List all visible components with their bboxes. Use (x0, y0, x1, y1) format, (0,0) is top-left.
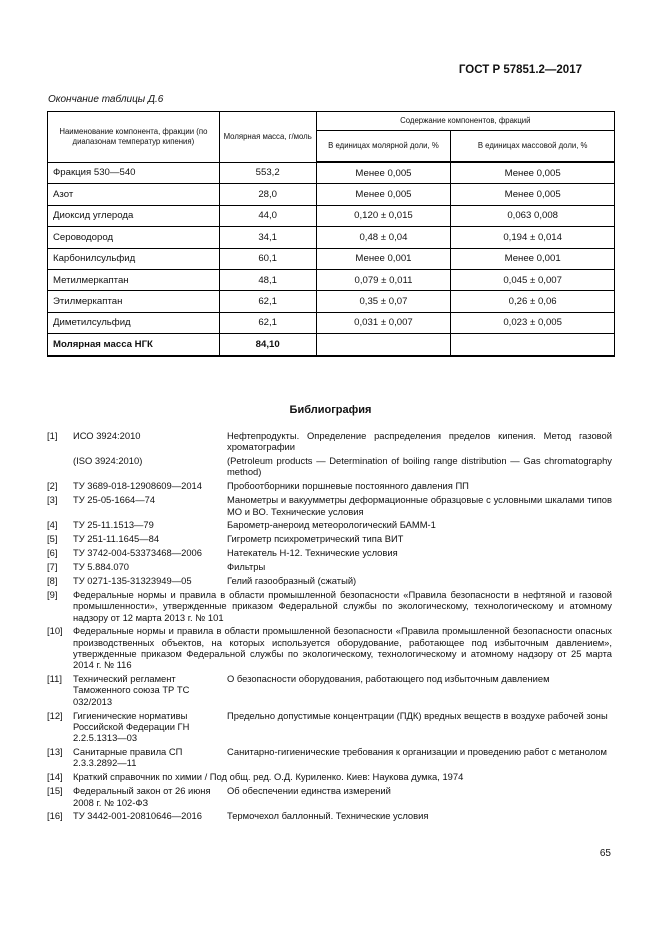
entry-code: Санитарные правила СП 2.3.3.2892—11 (73, 746, 183, 769)
entry-code: ИСО 3924:2010 (73, 430, 141, 441)
entry-description: Предельно допустимые концентрации (ПДК) вредных веществ в воздухе рабочей зоны (227, 709, 608, 721)
cell-massfrac: 0,045 ± 0,007 (451, 269, 615, 290)
entry-description: Гигрометр психрометрический типа ВИТ (227, 533, 404, 545)
entry-description: Термочехол баллонный. Технические условия (227, 810, 429, 822)
cell-mass: 28,0 (219, 184, 316, 205)
entry-number: [15] (47, 785, 63, 797)
bibliography-entry (47, 430, 612, 453)
summary-empty-molar (316, 334, 451, 356)
cell-molar: Менее 0,005 (316, 162, 451, 184)
bibliography-list (47, 430, 612, 824)
entry-number: [10] (47, 625, 63, 637)
cell-mass: 60,1 (219, 248, 316, 269)
components-table (47, 111, 615, 357)
cell-mass: 62,1 (219, 312, 316, 333)
cell-name: Карбонилсульфид (48, 248, 220, 269)
cell-name: Фракция 530—540 (48, 162, 220, 184)
entry-description: Об обеспечении единства измерений (227, 785, 391, 797)
bibliography-entry (47, 494, 612, 517)
summary-mass: 84,10 (219, 334, 316, 356)
entry-number: [5] (47, 533, 58, 545)
table-row (48, 248, 615, 269)
bibliography-entry (47, 561, 612, 572)
cell-massfrac: 0,194 ± 0,014 (451, 227, 615, 248)
table-row (48, 227, 615, 248)
summary-empty-massfrac (451, 334, 615, 356)
entry-text: Краткий справочник по химии / Под общ. ред. О.Д. Куриленко. Киев: Наукова думка, 1974 (73, 771, 464, 783)
entry-code: ТУ 5.884.070 (73, 561, 129, 573)
table-body (48, 162, 615, 356)
entry-description: Барометр-анероид метеорологический БАММ-1 (227, 519, 436, 531)
cell-molar: Менее 0,005 (316, 184, 451, 205)
entry-number: [13] (47, 746, 63, 758)
cell-molar: 0,079 ± 0,011 (316, 269, 451, 290)
entry-number: [2] (47, 480, 58, 492)
bibliography-entry (47, 746, 612, 769)
table-row (48, 184, 615, 205)
cell-mass: 44,0 (219, 205, 316, 226)
entry-number: [7] (47, 561, 58, 573)
entry-description: Фильтры (227, 561, 266, 573)
entry-number: [11] (47, 673, 62, 685)
entry-description: Манометры и вакуумметры деформационные образцовые с условными шкалами типов МО и ВО. Технические условия (227, 494, 612, 517)
entry-code: ТУ 3689-018-12908609—2014 (73, 480, 202, 492)
entry-number: [12] (47, 709, 63, 721)
cell-massfrac: 0,023 ± 0,005 (451, 312, 615, 333)
cell-massfrac: 0,063 0,008 (451, 205, 615, 226)
bibliography-entry (47, 625, 612, 670)
cell-massfrac: Менее 0,005 (451, 162, 615, 184)
header-name: Наименование компонента, фракции (по диапазонам температур кипения) (48, 112, 220, 163)
entry-description: Гелий газообразный (сжатый) (227, 575, 357, 587)
cell-molar: 0,35 ± 0,07 (316, 291, 451, 312)
entry-description: Нефтепродукты. Определение распределения пределов кипения. Метод газовой хроматографии (227, 430, 612, 453)
entry-code: ТУ 251-11.1645—84 (73, 533, 160, 545)
header-content-group: Содержание компонентов, фракций (316, 112, 614, 131)
entry-number: [1] (47, 430, 58, 441)
entry-number: [9] (47, 588, 58, 600)
table-row (48, 269, 615, 290)
cell-mass: 553,2 (219, 162, 316, 184)
cell-name: Азот (48, 184, 220, 205)
bibliography-title: Библиография (289, 404, 372, 416)
entry-code: ТУ 0271-135-31323949—05 (73, 575, 192, 587)
bibliography-entry (47, 673, 612, 707)
cell-name: Метилмеркаптан (48, 269, 220, 290)
cell-name: Диоксид углерода (48, 205, 220, 226)
bibliography-entry (47, 480, 612, 491)
bibliography-entry (47, 785, 612, 808)
cell-mass: 48,1 (219, 269, 316, 290)
cell-massfrac: Менее 0,001 (451, 248, 615, 269)
bibliography-entry (47, 455, 612, 478)
entry-description: Пробоотборники поршневые постоянного давления ПП (227, 480, 469, 492)
entry-number: [14] (47, 771, 63, 783)
cell-molar: 0,120 ± 0,015 (316, 205, 451, 226)
entry-number: [16] (47, 810, 63, 822)
bibliography-entry (47, 533, 612, 544)
entry-number: [8] (47, 575, 58, 587)
entry-code: ТУ 25-11.1513—79 (73, 519, 154, 531)
entry-description: Натекатель Н-12. Технические условия (227, 547, 398, 559)
entry-number: [4] (47, 519, 58, 531)
entry-code: Гигиенические нормативы Российской Федерации ГН 2.2.5.1313—03 (73, 709, 190, 744)
cell-name: Этилмеркаптан (48, 291, 220, 312)
bibliography-entry (47, 710, 612, 744)
entry-description: О безопасности оборудования, работающего под избыточным давлением (227, 673, 550, 685)
page-number: 65 (599, 848, 611, 859)
cell-massfrac: 0,26 ± 0,06 (451, 291, 615, 312)
table-row (48, 205, 615, 226)
bibliography-entry (47, 519, 612, 530)
cell-name: Сероводород (48, 227, 220, 248)
entry-code: (ISO 3924:2010) (73, 455, 143, 467)
bibliography-entry (47, 575, 612, 586)
entry-code: ТУ 3742-004-53373468—2006 (73, 547, 202, 559)
entry-code: Технический регламент Таможенного союза ТР ТС 032/2013 (73, 673, 190, 707)
cell-name: Диметилсульфид (48, 312, 220, 333)
header-mass-fraction: В единицах массовой доли, % (451, 131, 615, 163)
table-caption: Окончание таблицы Д.6 (48, 94, 164, 105)
cell-molar: 0,48 ± 0,04 (316, 227, 451, 248)
entry-description: Санитарно-гигиенические требования к организации и проведению работ с метанолом (227, 746, 607, 758)
entry-text: Федеральные нормы и правила в области промышленной безопасности «Правила промышленной безопасности опасных производственных объектов, на которых используется оборудование, работающее под избыточным давлением», утвержденные приказом Федеральной службы по экологическому, технологическому и атомному надзору от 25 марта 2014 г. № 116 (73, 625, 612, 671)
cell-massfrac: Менее 0,005 (451, 184, 615, 205)
cell-molar: Менее 0,001 (316, 248, 451, 269)
table-row (48, 162, 615, 184)
entry-code: ТУ 3442-001-20810646—2016 (73, 810, 202, 822)
cell-molar: 0,031 ± 0,007 (316, 312, 451, 333)
header-molar-mass: Молярная масса, г/моль (219, 112, 316, 163)
entry-description: (Petroleum products — Determination of boiling range distribution — Gas chromatography method) (227, 455, 612, 478)
entry-code: ТУ 25-05-1664—74 (73, 494, 156, 506)
entry-text: Федеральные нормы и правила в области промышленной безопасности «Правила безопасности в нефтяной и газовой промышленности», утвержденные приказом Федеральной службы по экологическому, технологическому и атомному надзору от 12 марта 2013 г. № 101 (73, 588, 612, 623)
header-molar-fraction: В единицах молярной доли, % (316, 131, 451, 163)
bibliography-entry (47, 547, 612, 558)
entry-code: Федеральный закон от 26 июня 2008 г. № 102-ФЗ (73, 785, 211, 808)
entry-number: [6] (47, 547, 58, 559)
bibliography-entry (47, 810, 612, 821)
table-row (48, 312, 615, 333)
bibliography-entry (47, 589, 612, 623)
cell-mass: 62,1 (219, 291, 316, 312)
bibliography-entry (47, 771, 612, 782)
table-row (48, 291, 615, 312)
summary-row (48, 334, 615, 356)
summary-name: Молярная масса НГК (48, 334, 220, 356)
cell-mass: 34,1 (219, 227, 316, 248)
standard-designation: ГОСТ Р 57851.2—2017 (458, 64, 582, 76)
entry-number: [3] (47, 494, 58, 506)
